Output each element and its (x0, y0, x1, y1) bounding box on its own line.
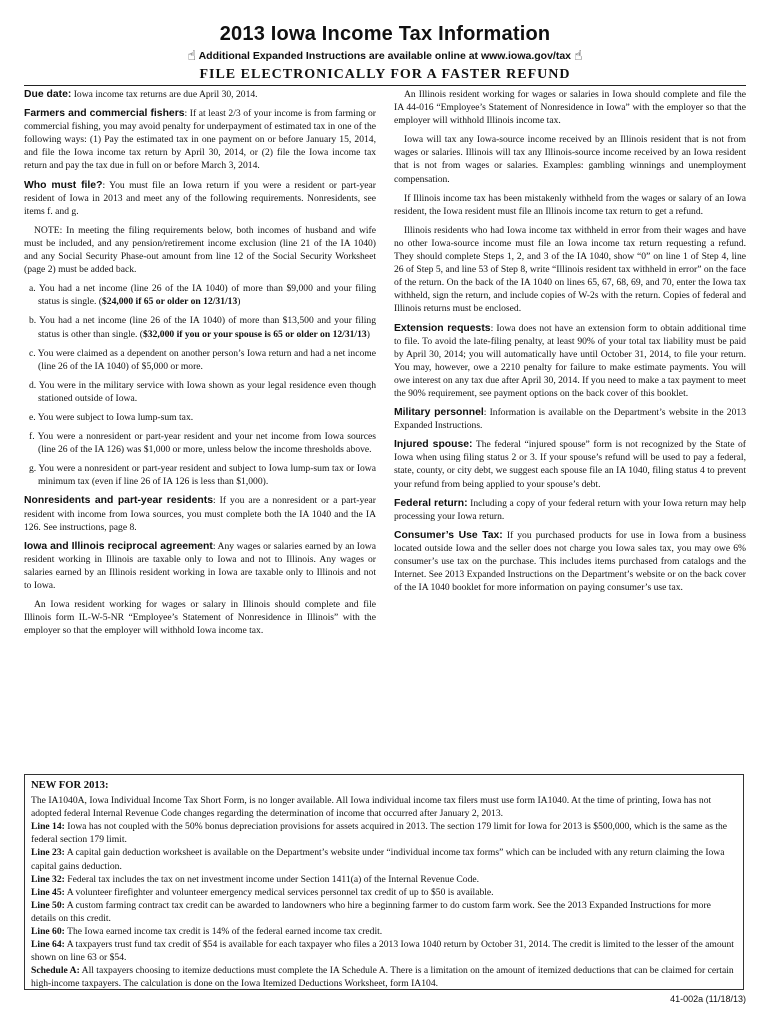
document-page (24, 22, 746, 643)
new-item-text: A custom farming contract tax credit can be awarded to landowners who hire a beginning farmer to do custom farm work. See the 2013 Expanded Instructions for more details on this credit. (31, 899, 711, 924)
extension-text: : Iowa does not have an extension form to obtain additional time to file. To avoid the late-filing penalty, at least 90% of your total tax liability must be paid by April 30, 2014; you will automatically have until October 31, 2014, to file your return. You may, however, owe a 2210 penalty for failure to make estimate payments. You will owe interest on any tax due after April 30, 2014. If you need to make a tax payment to meet the 90% requirement, see payment options on the back cover of this booklet. (394, 322, 746, 399)
new-item (31, 964, 737, 990)
list-item (24, 282, 376, 308)
military-paragraph (394, 406, 746, 432)
new-item (31, 846, 737, 872)
item-a-text: a. You had a net income (line 26 of the IA 1040) of more than $9,000 and your filing status is single. ( (29, 283, 376, 308)
due-date-paragraph (24, 88, 376, 101)
form-number: 41-002a (11/18/13) (670, 994, 746, 1004)
illinois-resident-paragraph: An Illinois resident working for wages or salaries in Iowa should complete and file the IA 44-016 “Employee’s Statement of Nonresidence in Iowa” with the employer so that the employer will withhold Illinois income tax. (394, 89, 746, 127)
list-item (24, 314, 376, 340)
who-must-file-paragraph (24, 179, 376, 218)
item-b-end: ) (366, 328, 370, 340)
new-item-text: Federal tax includes the tax on net investment income under Section 1411(a) of the Internal Revenue Code. (64, 873, 480, 885)
item-a-bold: $24,000 if 65 or older on 12/31/13 (101, 296, 238, 308)
nonresidents-heading: Nonresidents and part-year residents (24, 495, 213, 507)
item-a-end: ) (237, 296, 241, 308)
left-column (24, 88, 376, 643)
injured-spouse-heading: Injured spouse: (394, 439, 473, 451)
new-item-label: Schedule A: (31, 965, 80, 977)
list-item: e. You were subject to Iowa lump-sum tax. (29, 411, 194, 423)
right-column (394, 88, 746, 643)
pointing-hand-icon: ☝ (187, 48, 197, 64)
subtitle (24, 48, 746, 64)
mistaken-withholding-paragraph: If Illinois income tax has been mistakenly withheld from the wages or salary of an Iowa resident, the Iowa resident must file an Illinois income tax return to get a refund. (394, 192, 746, 217)
new-item-label: Line 23: (31, 847, 65, 859)
federal-return-paragraph (394, 497, 746, 523)
list-item: d. You were in the military service with Iowa shown as your legal residence even though stationed outside of Iowa. (29, 379, 376, 404)
federal-return-heading: Federal return: (394, 497, 468, 509)
pointing-hand-icon: ☝ (573, 48, 583, 64)
new-for-2013-title: NEW FOR 2013: (31, 780, 109, 791)
reciprocal-heading: Iowa and Illinois reciprocal agreement (24, 540, 213, 552)
due-date-text: Iowa income tax returns are due April 30, 2014. (71, 89, 258, 100)
page-title: 2013 Iowa Income Tax Information (219, 23, 551, 45)
new-item (31, 820, 737, 846)
reciprocal-paragraph-2: An Iowa resident working for wages or salary in Illinois should complete and file Illinois form IL-W-5-NR “Employee’s Statement of Nonresidence in Illinois” with the employer so that the employer will withhold Iowa income tax. (24, 599, 376, 637)
new-item-label: Line 50: (31, 899, 65, 911)
note-paragraph: NOTE: In meeting the filing requirements below, both incomes of husband and wife must be included, and any pension/retirement income exclusion (line 21 of the IA 1040) and any Social Security Phase-out amount from line 12 of the Social Security Worksheet (page 2) must be added back. (24, 224, 376, 276)
nonresidents-text: : If you are a nonresident or a part-year resident with income from Iowa sources, you must complete both the IA 1040 and the IA 126. See instructions, page 8. (24, 495, 377, 533)
use-tax-text: If you purchased products for use in Iowa from a business located outside Iowa and the seller does not charge you Iowa sales tax, you may owe 6% consumer’s use tax on the purchase. This includes items purchased from catalogs and the Internet. See 2013 Expanded Instructions on the Department’s website or on the back cover of the IA 1040 booklet for more information on paying consumer’s use tax. (394, 529, 746, 594)
injured-spouse-paragraph (394, 438, 746, 490)
extension-paragraph (394, 322, 746, 401)
new-item-label: Line 14: (31, 821, 65, 833)
new-item (31, 899, 737, 925)
new-item-text: A taxpayers trust fund tax credit of $54 is available for each taxpayer who files a 2013 Iowa 1040 return by October 31, 2014. The credit is limited to the lesser of the amount shown on line 63 or $54. (31, 939, 734, 964)
new-item-text: Iowa has not coupled with the 50% bonus depreciation provisions for assets acquired in 2013. The section 179 limit for Iowa for 2013 is $500,000, which is the same as the federal section 179 limit. (31, 821, 728, 846)
new-for-2013-box (24, 774, 744, 990)
due-date-heading: Due date: (24, 89, 72, 100)
new-item (31, 873, 737, 886)
two-column-body (24, 88, 746, 643)
military-text: : Information is available on the Department’s website in the 2013 Expanded Instructions. (394, 407, 746, 432)
divider (24, 85, 746, 86)
federal-return-text: Including a copy of your federal return with your Iowa return may help processing your Iowa return. (394, 497, 747, 522)
who-must-file-heading: Who must file? (24, 179, 103, 191)
new-item-text: A capital gain deduction worksheet is available on the Department’s website under “individual income tax forms” which can be included with any return claiming the Iowa capital gains deduction. (31, 847, 725, 872)
new-item-label: Line 45: (31, 886, 65, 898)
reciprocal-paragraph (24, 540, 376, 592)
new-item-text: A volunteer firefighter and volunteer emergency medical services personnel tax credit of up to $50 is available. (64, 886, 494, 898)
new-item-label: Line 64: (31, 939, 65, 951)
iowa-source-paragraph: Iowa will tax any Iowa-source income received by an Illinois resident that is not from wages or salaries. Illinois will tax any Illinois-source income received by an Iowa resident that is not from wages or salaries. Examples: gambling winnings and unemployment compensation. (394, 134, 746, 185)
extension-heading: Extension requests (394, 322, 491, 334)
farmers-paragraph (24, 107, 376, 172)
new-item (31, 925, 737, 938)
new-item-label: Line 60: (31, 926, 65, 938)
reciprocal-text: : Any wages or salaries earned by an Iowa resident working in Illinois are taxable only to Iowa and not to Illinois. Any wages or salaries earned by an Illinois resident working in Iowa are taxable only to Illinois and not to Iowa. (24, 540, 376, 591)
farmers-heading: Farmers and commercial fishers (24, 108, 185, 120)
new-item-text: All taxpayers choosing to itemize deductions must complete the IA Schedule A. There is a limitation on the amount of itemized deductions that can be claimed for certain high-income taxpayers. The calculation is done on the Iowa Itemized Deductions Worksheet, form IA104. (31, 965, 734, 990)
use-tax-paragraph (394, 529, 746, 594)
refund-request-paragraph: Illinois residents who had Iowa income tax withheld in error from their wages and have no other Iowa-source income must file an Iowa income tax return requesting a refund. They should complete Steps 1, 2, and 3 of the IA 1040, show “0” on line 1 of Step 4, line 26 of Step 5, and line 53 of Step 8, write “Illinois resident tax withheld in error” on the face of the return. On the back of the IA 1040 on lines 65, 67, 68, 69, and 70, enter the Iowa tax withheld, sign the return, and include copies of W-2s with the return. Copies of federal and Illinois returns must be enclosed. (394, 224, 746, 315)
list-item: f. You were a nonresident or part-year resident and your net income from Iowa sources (line 26 of the IA 126) was $1,000 or more, unless below the income thresholds above. (29, 431, 376, 456)
banner: FILE ELECTRONICALLY FOR A FASTER REFUND (199, 67, 571, 82)
subtitle-text: Additional Expanded Instructions are available online at www.iowa.gov/tax (198, 50, 572, 62)
farmers-text: : If at least 2/3 of your income is from farming or commercial fishing, you may avoid penalty for underpayment of estimated tax in one of the following ways: (1) Pay the estimated tax in one payment on or before January 15, 2014, and file the Iowa income tax return by April 30, 2014, or (2) file the Iowa income tax return and pay the tax due in full on or before March 3, 2014. (24, 108, 376, 172)
nonresidents-paragraph (24, 494, 376, 533)
new-for-2013-intro: The IA1040A, Iowa Individual Income Tax Short Form, is no longer available. All Iowa individual income tax filers must use form IA1040. At the time of printing, Iowa has not adopted federal Internal Revenue Code changes regarding the determination of income that occurred after January 2, 2013. (31, 795, 712, 820)
who-must-file-text: : You must file an Iowa return if you were a resident or part-year resident of Iowa in 2013 and meet any of the following requirements. Nonresidents, see items f. and g. (24, 179, 376, 217)
list-item: g. You were a nonresident or part-year resident and subject to Iowa lump-sum tax or Iowa minimum tax (even if line 26 of IA 126 is less than $1,000). (29, 463, 376, 488)
list-item: c. You were claimed as a dependent on another person’s Iowa return and had a net income (line 26 of the IA 1040) of $5,000 or more. (29, 347, 376, 372)
item-b-text: b. You had a net income (line 26 of the IA 1040) of more than $13,500 and your filing status is other than single. ( (29, 315, 376, 340)
item-b-bold: $32,000 if you or your spouse is 65 or older on 12/31/13 (142, 328, 367, 340)
injured-spouse-text: The federal “injured spouse” form is not recognized by the State of Iowa when using filing status 2 or 3. If your spouse’s refund will be used to pay a federal, state, county, or city debt, we suggest each spouse file an IA 1040, filing status 4 to prevent your refund from being applied to your spouse’s debt. (394, 439, 746, 490)
new-item-label: Line 32: (31, 873, 65, 885)
new-item-text: The Iowa earned income tax credit is 14% of the federal earned income tax credit. (64, 926, 383, 938)
use-tax-heading: Consumer’s Use Tax: (394, 529, 503, 541)
new-item (31, 938, 737, 964)
new-items-list (31, 820, 737, 990)
new-item (31, 886, 737, 899)
military-heading: Military personnel (394, 407, 484, 419)
